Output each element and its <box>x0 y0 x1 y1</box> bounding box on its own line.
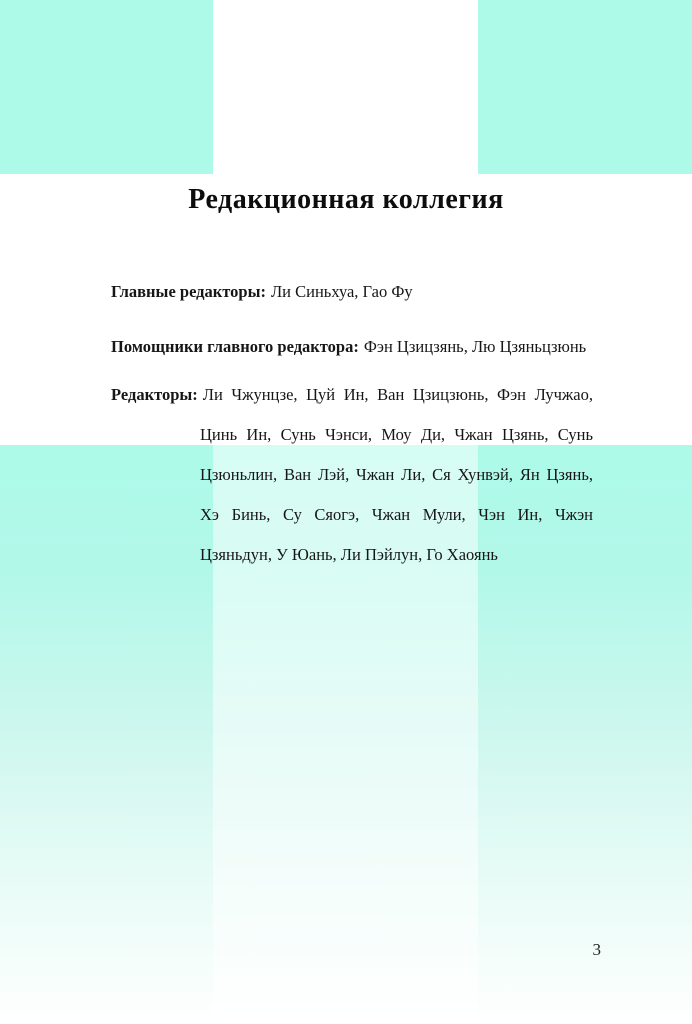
deputy-editors-names: Фэн Цзицзянь, Лю Цзяньцзюнь <box>363 337 587 356</box>
deputy-editors-label: Помощники главного редактора: <box>111 337 359 356</box>
teal-corner-right-block <box>478 0 692 174</box>
chief-editors-names: Ли Синьхуа, Гао Фу <box>270 282 413 301</box>
editors-paragraph <box>111 375 593 575</box>
chief-editors-label: Главные редакторы: <box>111 282 266 301</box>
page-number: 3 <box>592 940 601 959</box>
deputy-editors-line <box>111 327 593 367</box>
editorial-board-list <box>111 272 593 575</box>
page-title: Редакционная коллегия <box>188 184 504 215</box>
chief-editors-line <box>111 272 593 312</box>
editors-names: Ли Чжунцзе, Цуй Ин, Ван Цзицзюнь, Фэн Лучжао, Цинь Ин, Сунь Чэнси, Моу Ди, Чжан Цзянь, Сунь Цзюньлин, Ван Лэй, Чжан Ли, Ся Хунвэй, Ян Цзянь, Хэ Бинь, Су Сяогэ, Чжан Мули, Чэн Ин, Чжэн Цзяньдун, У Юань, Ли Пэйлун, Го Хаоянь <box>200 385 593 564</box>
teal-corner-left-block <box>0 0 213 174</box>
editors-label: Редакторы: <box>111 385 198 404</box>
